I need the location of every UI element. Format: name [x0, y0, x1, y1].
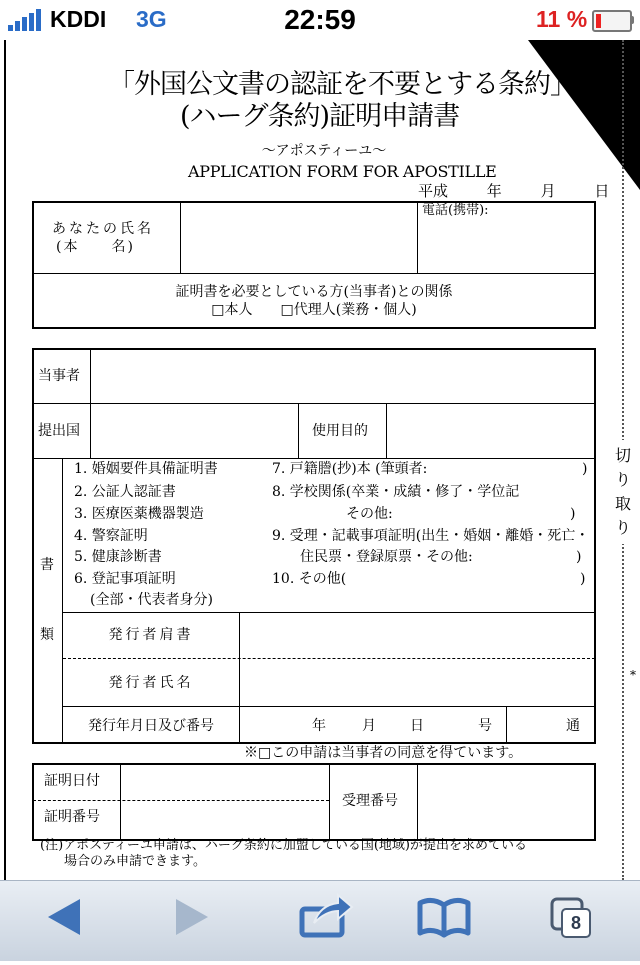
rule [63, 612, 595, 613]
star-mark: * [630, 668, 636, 682]
rule [63, 658, 595, 659]
issue-day: 日 [410, 718, 424, 734]
tabs-count[interactable]: 8 [561, 908, 591, 938]
relation-label: 証明書を必要としている方(当事者)との関係 [175, 284, 453, 300]
issue-year: 年 [312, 718, 326, 734]
doc-item[interactable]: 10. その他( [272, 571, 347, 587]
doc-item-sub[interactable]: 住民票・登録原票・その他: [300, 549, 473, 565]
bookmarks-button[interactable] [404, 881, 484, 961]
purpose-field[interactable] [388, 405, 594, 457]
browser-toolbar [0, 880, 640, 961]
doc-item-note: (全部・代表者身分) [90, 592, 213, 608]
battery-percent: 11 % [536, 6, 588, 32]
forward-arrow-icon [152, 881, 232, 961]
consent-note[interactable]: ※□この申請は当事者の同意を得ています。 [244, 745, 523, 761]
date-line [418, 180, 609, 201]
issuer-name-label: 発行者氏名 [108, 675, 194, 691]
phone-field[interactable] [420, 220, 594, 272]
doc-item[interactable]: 7. 戸籍謄(抄)本 (筆頭者: [272, 461, 428, 477]
party-field[interactable] [92, 350, 594, 402]
carrier-name: KDDI [50, 6, 107, 32]
battery-nub [630, 16, 634, 24]
doc-item[interactable]: 4. 警察証明 [74, 528, 148, 544]
rule [33, 273, 595, 274]
issue-number: 号 [478, 718, 492, 734]
submit-country-field[interactable] [92, 405, 296, 457]
phone-label: 電話(携帯): [422, 203, 489, 218]
rule [417, 764, 418, 840]
rule [33, 458, 595, 459]
paren-close: ) [576, 549, 582, 565]
cert-number-label: 証明番号 [44, 809, 100, 825]
back-arrow-icon [24, 881, 104, 961]
issuer-title-label: 発行者肩書 [108, 627, 194, 643]
rule [120, 764, 121, 840]
submit-country-label: 提出国 [38, 423, 80, 439]
issue-count: 通 [566, 718, 580, 734]
rule [329, 764, 330, 840]
doc-type-label-1: 書 [40, 557, 54, 573]
date-day: 日 [594, 182, 610, 200]
footnote-2: 場合のみ申請できます。 [64, 854, 206, 869]
share-icon [284, 881, 364, 961]
page-edge [4, 40, 6, 880]
cut-label: 切り取り [614, 440, 632, 544]
bookmarks-icon [404, 881, 484, 961]
rule [239, 613, 240, 743]
relation-options[interactable]: □本人 □代理人(業務・個人) [211, 302, 417, 318]
issuer-title-field[interactable] [241, 614, 593, 657]
rule [298, 404, 299, 458]
rule [90, 349, 91, 458]
date-month: 月 [540, 182, 556, 200]
doc-item[interactable]: 3. 医療医薬機器製造 [74, 506, 204, 522]
rule [62, 459, 63, 743]
doc-item[interactable]: 5. 健康診断書 [74, 549, 162, 565]
forward-button[interactable] [152, 881, 232, 961]
share-button[interactable] [284, 881, 364, 961]
paren-close: ) [582, 461, 588, 477]
doc-item[interactable]: 9. 受理・記載事項証明(出生・婚姻・離婚・死亡・ [272, 528, 590, 544]
rule [63, 706, 595, 707]
doc-item[interactable]: 8. 学校関係(卒業・成績・修了・学位記 [272, 484, 520, 500]
form-title-line1: 「外国公文書の認証を不要とする条約」 [108, 69, 576, 100]
doc-item[interactable]: 1. 婚姻要件具備証明書 [74, 461, 218, 477]
doc-item[interactable]: 6. 登記事項証明 [74, 571, 176, 587]
doc-item-other[interactable]: その他: [346, 506, 393, 522]
issue-date-label: 発行年月日及び番号 [88, 718, 214, 734]
form-title-line2: (ハーグ条約)証明申請書 [180, 101, 460, 132]
status-bar [0, 0, 640, 40]
party-label: 当事者 [38, 368, 80, 384]
receipt-number-label: 受理番号 [342, 793, 398, 809]
applicant-name-sublabel: (本 名) [56, 239, 135, 255]
purpose-label: 使用目的 [312, 423, 368, 439]
rule [506, 707, 507, 743]
doc-item[interactable]: 2. 公証人認証書 [74, 484, 176, 500]
english-title: APPLICATION FORM FOR APOSTILLE [188, 162, 497, 181]
rule [180, 202, 181, 274]
applicant-name-label: あなたの氏名 [52, 221, 154, 237]
clock: 22:59 [284, 4, 356, 35]
rule [33, 403, 595, 404]
battery-icon [592, 10, 632, 32]
document-page[interactable] [0, 40, 640, 880]
rule [386, 404, 387, 458]
issue-month: 月 [362, 718, 376, 734]
back-button[interactable] [24, 881, 104, 961]
issuer-name-field[interactable] [241, 660, 593, 705]
form-subtitle: 〜アポスティーユ〜 [261, 143, 387, 159]
date-era: 平成 [418, 182, 449, 200]
office-use-box [32, 763, 596, 841]
network-type: 3G [136, 6, 167, 32]
rule [33, 800, 329, 801]
date-year: 年 [486, 182, 502, 200]
cert-date-label: 証明日付 [44, 773, 100, 789]
footnote-1: (注)アポスティーユ申請は、ハーグ条約に加盟している国(地域)が提出を求めている [40, 838, 527, 853]
paren-close: ) [570, 506, 576, 522]
rule [417, 202, 418, 274]
paren-close: ) [580, 571, 586, 587]
applicant-name-field[interactable] [182, 204, 416, 272]
doc-type-label-2: 類 [40, 627, 54, 643]
